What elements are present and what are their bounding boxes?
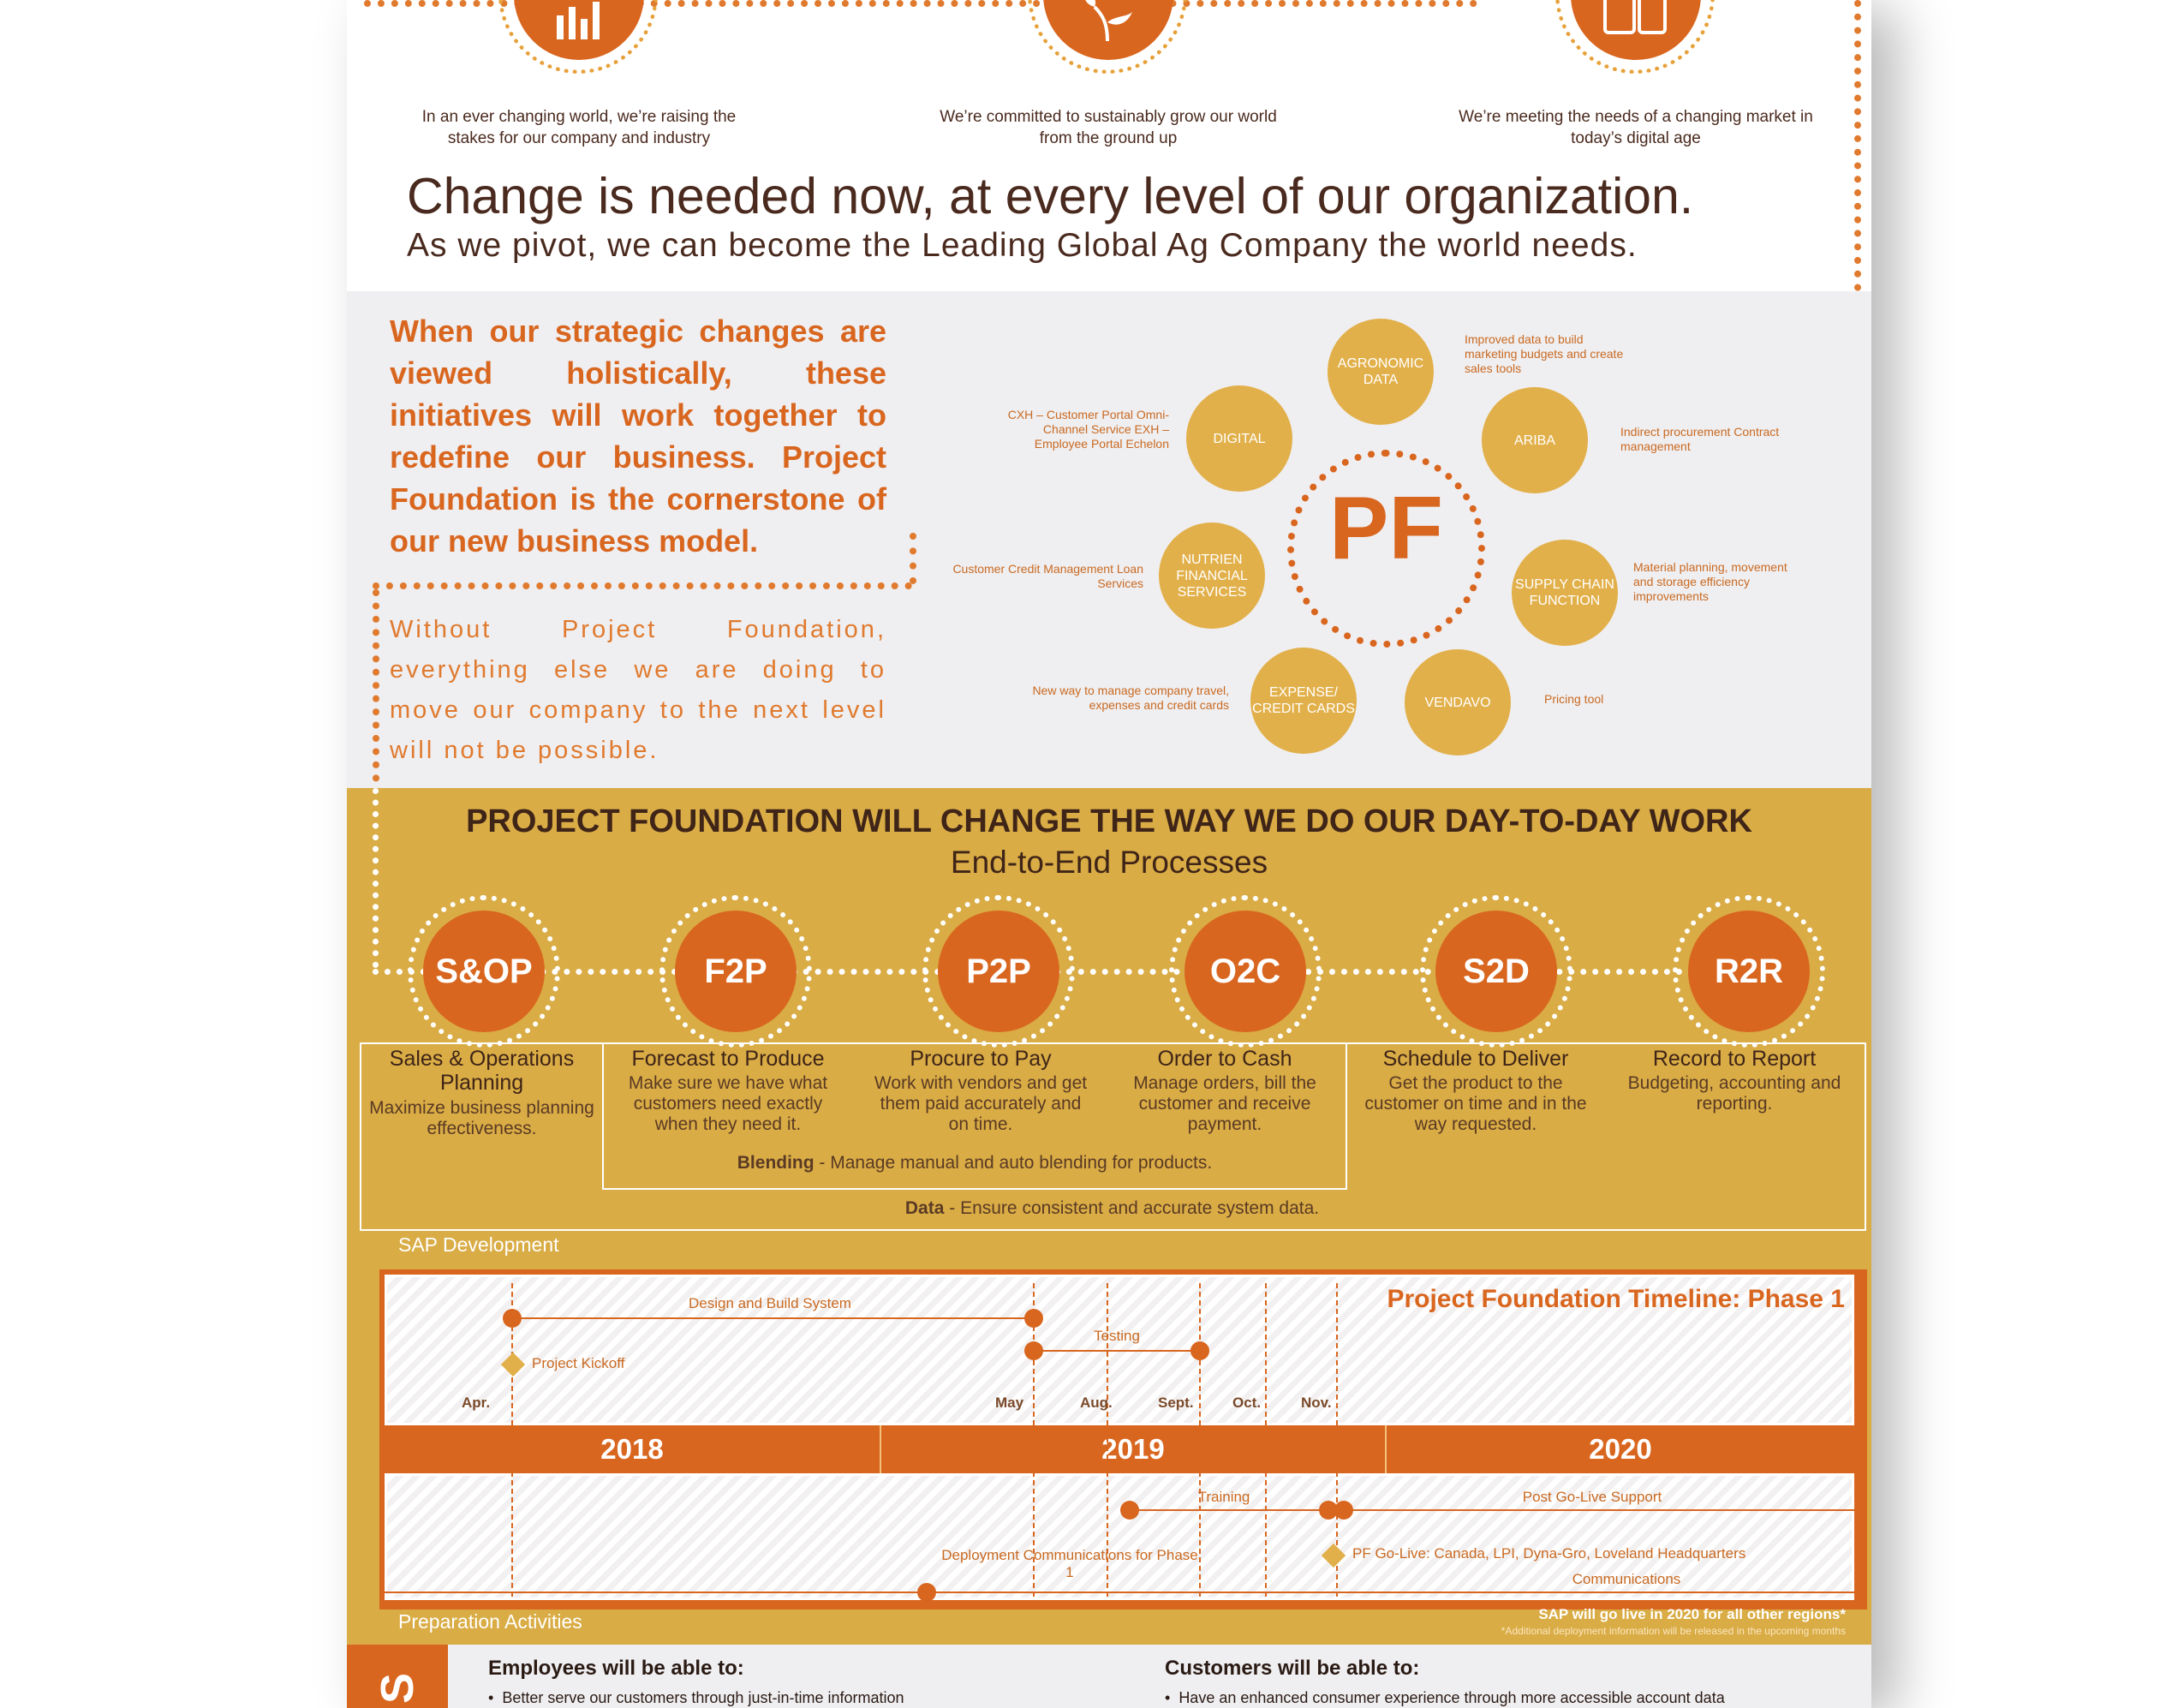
dotted-connector [373,582,912,589]
process-desc-r2r: Budgeting, accounting and reporting. [1627,1073,1841,1114]
note-digital: CXH – Customer Portal Omni-Channel Service EXH – Employee Portal Echelon [1007,408,1169,451]
customers-item: • Have an enhanced consumer experience through more accessible account data [1165,1689,1725,1706]
month-sept: Sept. [1158,1394,1194,1411]
process-desc-s2d: Get the product to the customer on time and in the way requested. [1364,1073,1587,1134]
note-supply-chain-function: Material planning, movement and storage efficiency improvements [1633,560,1787,603]
poster-page [347,0,1871,1708]
node-ariba: ARIBA [1482,387,1588,493]
post-golive-dot [1334,1501,1353,1520]
data-note [360,1198,1865,1219]
dotted-connector [373,589,379,795]
month-oct: Oct. [1232,1394,1262,1411]
processes-subtitle: End-to-End Processes [950,845,1268,880]
kickoff-label: Project Kickoff [532,1355,625,1371]
benefits-tab [347,1645,448,1708]
testing-bar [1034,1350,1202,1352]
processes-title: PROJECT FOUNDATION WILL CHANGE THE WAY WE DO OUR DAY-TO-DAY WORK [466,803,1752,839]
training-start-dot [1120,1501,1139,1520]
month-guide-apr [511,1283,513,1597]
note-ariba: Indirect procurement Contract management [1620,425,1780,453]
month-apr: Apr. [462,1394,491,1411]
note-agronomic-data: Improved data to build marketing budgets and create sales tools [1465,332,1624,375]
node-expense-credit-cards: EXPENSE/ CREDIT CARDS [1250,648,1357,754]
node-agronomic-data: AGRONOMIC DATA [1328,319,1434,425]
design-end-dot [1024,1309,1043,1328]
process-o2c: O2C [1184,911,1306,1032]
process-desc-p2p: Work with vendors and get them paid accurately and on time. [874,1073,1088,1134]
month-nov: Nov. [1301,1394,1332,1411]
note-vendavo: Pricing tool [1544,692,1604,706]
blending-note [602,1153,1347,1174]
employees-item-text: Better serve our customers through just-in-time information [502,1689,904,1706]
communications-dot [917,1583,936,1602]
employees-item: • Better serve our customers through just-in-time information [488,1689,904,1706]
blending-text: - Manage manual and auto blending for products. [814,1153,1213,1173]
timeline-box [379,1269,1867,1609]
node-supply-chain-function: SUPPLY CHAIN FUNCTION [1512,540,1618,646]
process-s2d: S2D [1435,911,1557,1032]
design-start-dot [503,1309,522,1328]
processes-section [347,788,1871,1645]
month-aug: Aug. [1080,1394,1113,1411]
process-name-sop: Sales & Operations Planning [389,1047,575,1095]
process-desc-sop: Maximize business planning effectiveness. [369,1098,594,1138]
process-r2r: R2R [1688,911,1810,1032]
strategy-quote: Without Project Foundation, everything else we are doing to move our company to the next level will not be possible. [390,616,886,764]
subheadline: As we pivot, we can become the Leading Global Ag Company the world needs. [407,227,1638,264]
testing-label: Testing [1094,1328,1140,1344]
process-desc-f2p: Make sure we have what customers need exactly when they need it. [628,1073,828,1134]
timeline-title: Project Foundation Timeline: Phase 1 [1387,1285,1845,1313]
month-guide-oct [1265,1283,1267,1597]
process-sop: S&OP [423,911,545,1032]
training-label: Training [1197,1489,1250,1505]
testing-start-dot [1024,1341,1043,1360]
golive-label: PF Go-Live: Canada, LPI, Dyna-Gro, Loveland Headquarters [1352,1545,1746,1562]
design-bar [513,1317,1035,1319]
testing-end-dot [1190,1341,1209,1360]
communications-label: Communications [1572,1571,1681,1587]
strategy-section [347,291,1871,788]
training-bar [1130,1509,1335,1511]
process-name-p2p: Procure to Pay [910,1047,1052,1071]
month-guide-sept [1199,1283,1201,1597]
golive-note: SAP will go live in 2020 for all other regions* [1538,1606,1846,1622]
intro-text-2: We’re committed to sustainably grow our world from the ground up [940,108,1277,147]
pf-center-label: PF [1329,479,1443,578]
design-label: Design and Build System [689,1295,851,1311]
deployment-label: Deployment Communications for Phase 1 [941,1547,1198,1580]
process-name-f2p: Forecast to Produce [631,1047,825,1071]
preparation-label: Preparation Activities [398,1610,582,1633]
note-expense-credit-cards: New way to manage company travel, expenses and credit cards [1032,684,1229,712]
process-name-r2r: Record to Report [1652,1047,1817,1071]
golive-footnote: *Additional deployment information will be released in the upcoming months [1501,1625,1846,1637]
data-label: Data [904,1198,945,1218]
process-name-s2d: Schedule to Deliver [1382,1047,1569,1071]
customers-item-text: Have an enhanced consumer experience through more accessible account data [1179,1689,1725,1706]
year-2019: 2019 [1101,1433,1165,1465]
headline: Change is needed now, at every level of our organization. [407,168,1694,224]
process-f2p: F2P [675,911,797,1032]
note-nutrien-financial-services: Customer Credit Management Loan Services [952,562,1143,590]
intro-text-1: In an ever changing world, we’re raising the stakes for our company and industry [421,108,737,147]
intro-text-3: We’re meeting the needs of a changing market in today’s digital age [1459,108,1813,147]
dotted-connector [910,533,916,584]
process-desc-o2c: Manage orders, bill the customer and receive payment. [1133,1073,1316,1134]
process-p2p: P2P [938,911,1059,1032]
node-digital: DIGITAL [1186,385,1292,492]
process-name-o2c: Order to Cash [1157,1047,1292,1071]
blending-label: Blending [737,1153,815,1173]
month-may: May [995,1394,1024,1411]
node-nutrien-financial-services: NUTRIEN FINANCIAL SERVICES [1159,523,1265,629]
post-golive-bar [1344,1509,1854,1511]
node-vendavo: VENDAVO [1405,649,1511,755]
communications-bar [385,1592,1854,1593]
strategy-lead: When our strategic changes are viewed holistically, these initiatives will work together to redefine our business. Project Foundation is the cornerstone of our new business model. [390,314,886,558]
customers-heading: Customers will be able to: [1165,1657,1420,1680]
sap-development-label: SAP Development [398,1233,559,1256]
year-2018: 2018 [600,1433,664,1465]
post-golive-label: Post Go-Live Support [1522,1489,1662,1505]
data-text: - Ensure consistent and accurate system data. [944,1198,1320,1218]
year-2020: 2020 [1589,1433,1652,1465]
employees-heading: Employees will be able to: [488,1657,744,1680]
benefits-tab-label: S [372,1672,423,1705]
